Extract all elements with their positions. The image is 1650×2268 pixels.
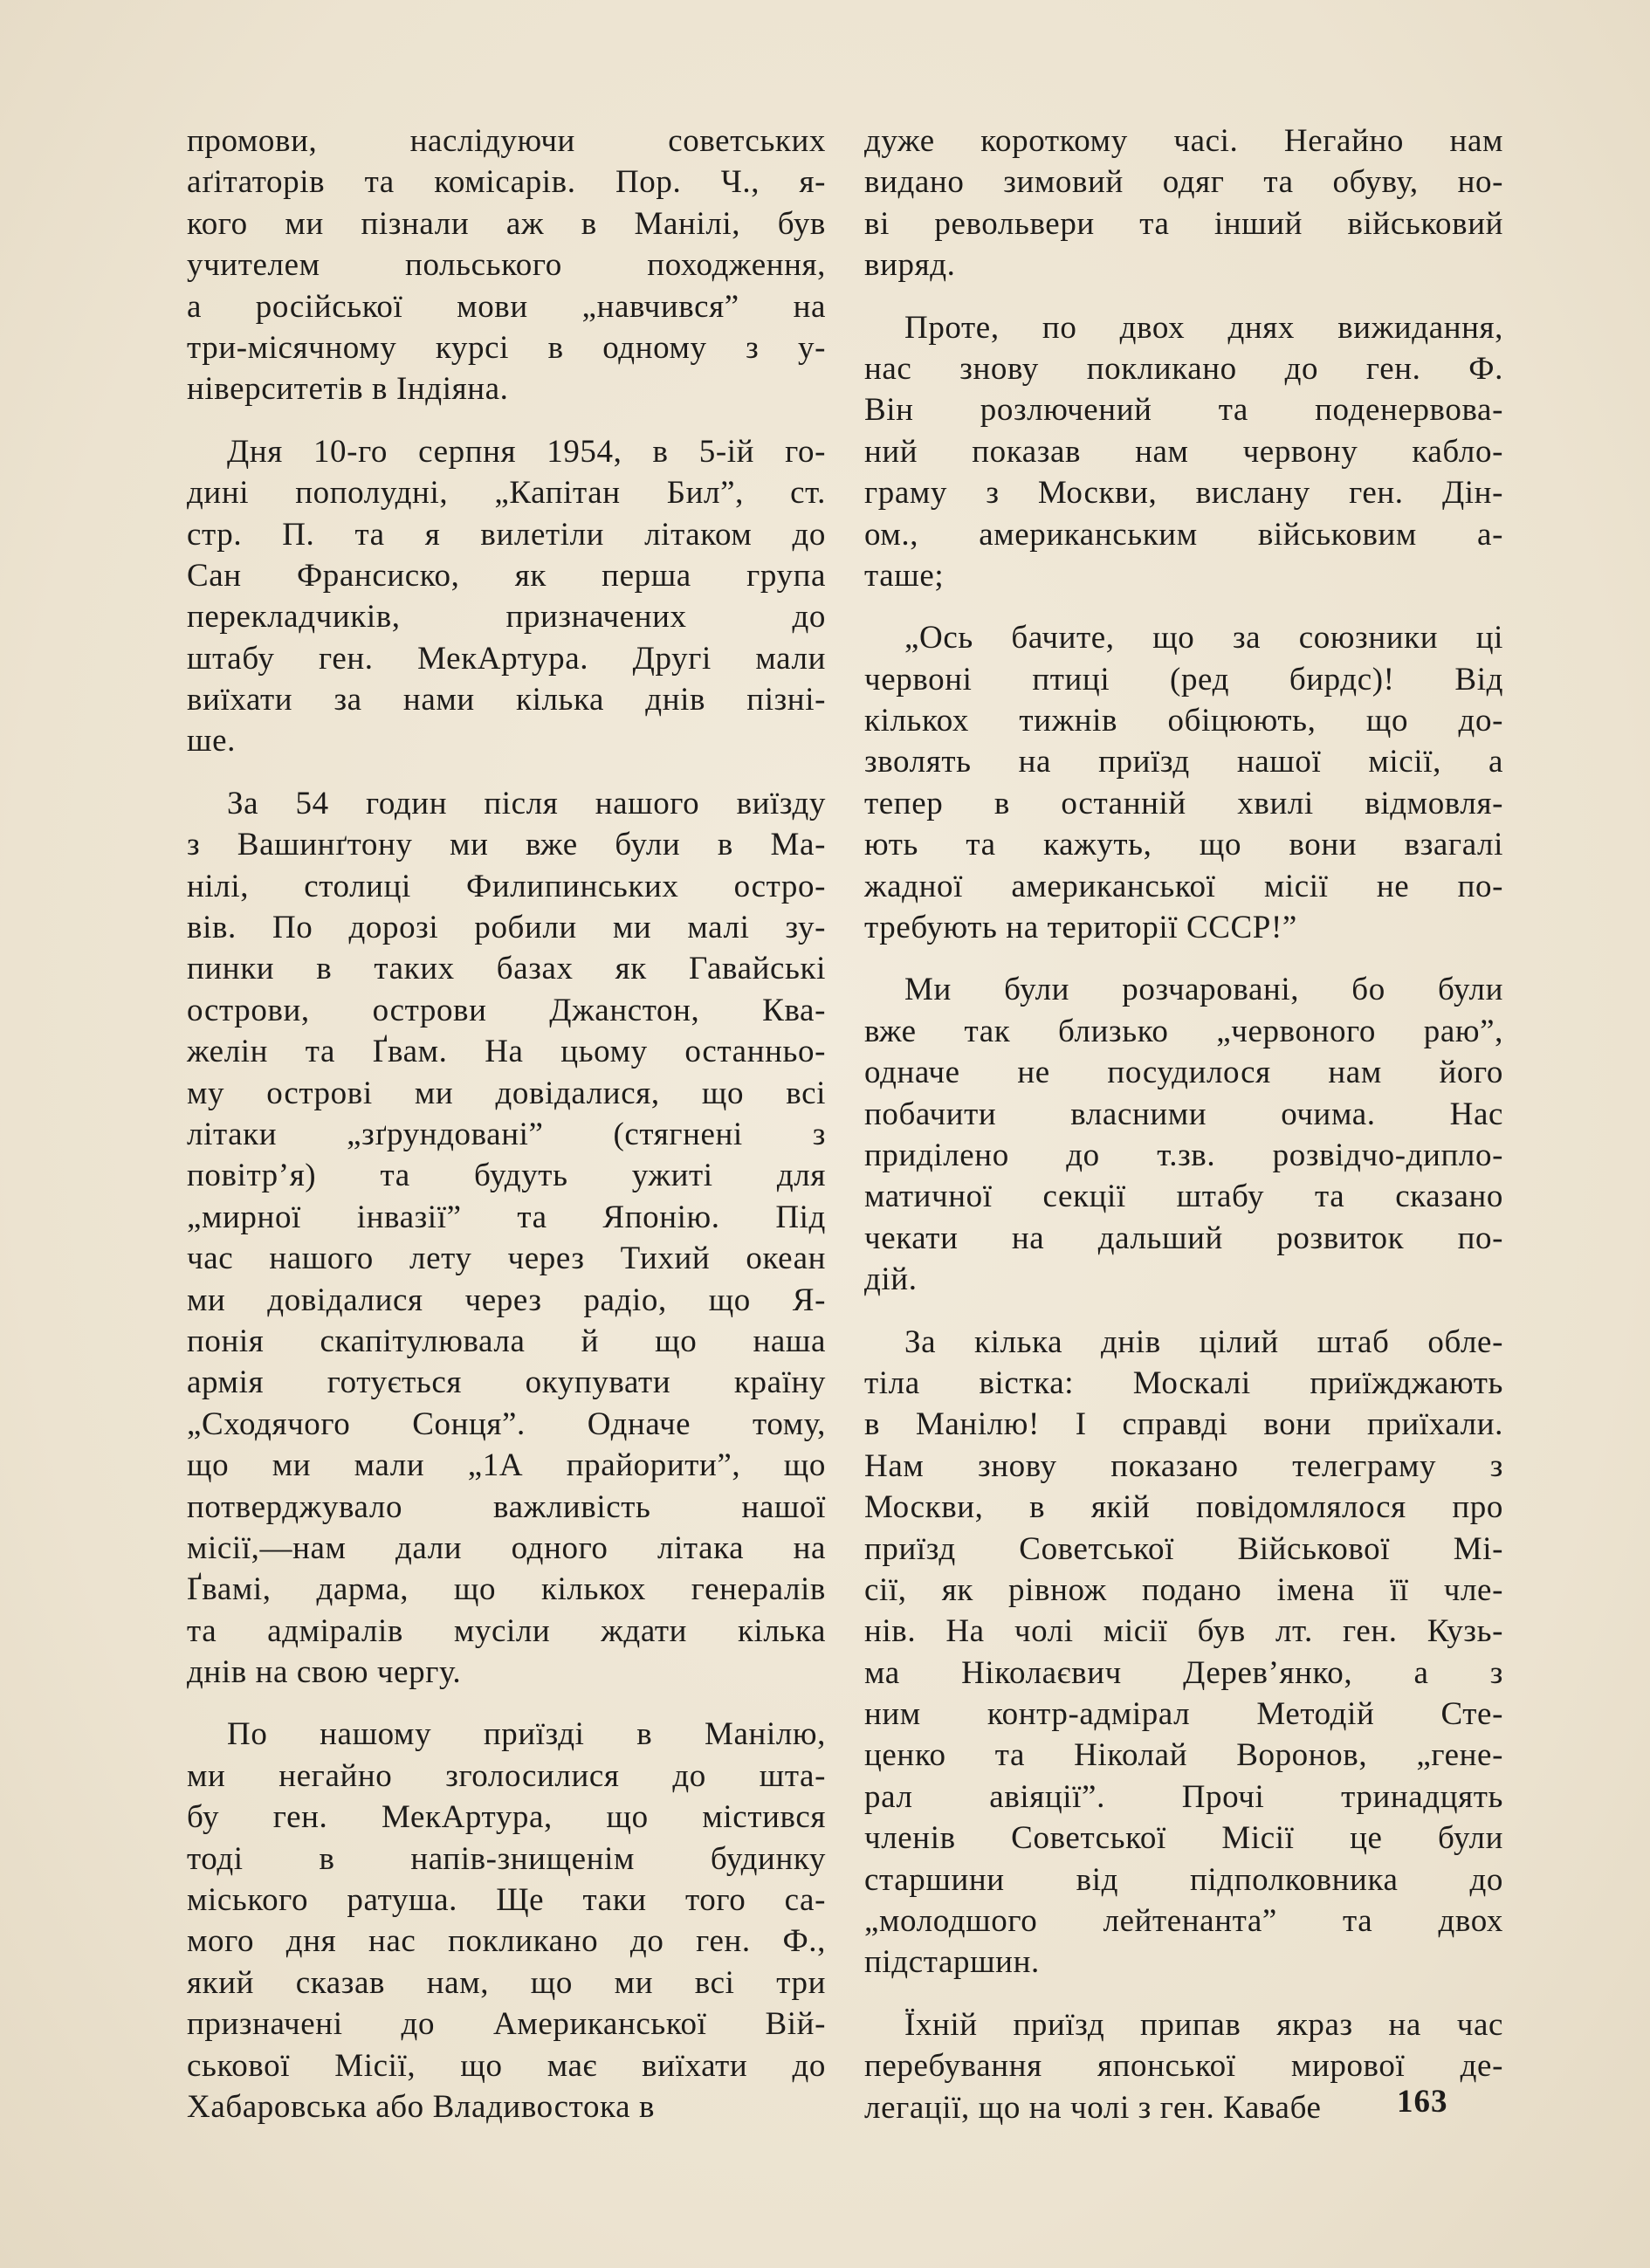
text-line: який сказав нам, що ми всі три (187, 1964, 826, 2001)
text-line: „мирної інвазії” та Японію. Під (187, 1199, 826, 1235)
text-line: перебування японської мирової де- (864, 2048, 1503, 2085)
text-line: рал авіяції”. Прочі тринадцять (864, 1778, 1503, 1815)
text-line: понія скапітулювала й що наша (187, 1323, 826, 1359)
paragraph (864, 969, 1503, 1300)
text-line: побачити власними очима. Нас (864, 1096, 1503, 1132)
text-line: ним контр-адмірал Методій Сте- (864, 1696, 1503, 1733)
text-line: тоді в напів-знищенім будинку (187, 1840, 826, 1877)
text-line: вже так близько „червоного раю”, (864, 1013, 1503, 1049)
text-line: нас знову покликано до ген. Ф. (864, 350, 1503, 387)
text-line: потверджувало важливість нашої (187, 1488, 826, 1525)
text-line: ми негайно зголосилися до шта- (187, 1757, 826, 1794)
text-line: По нашому приїзді в Манілю, (227, 1716, 826, 1753)
text-line: що ми мали „1А прайорити”, що (187, 1447, 826, 1484)
text-line: жадної американської місії не по- (864, 868, 1503, 904)
text-line: виряд. (864, 247, 956, 284)
text-line: учителем польського походження, (187, 247, 826, 284)
text-line: приїзд Советської Військової Мі- (864, 1530, 1503, 1567)
text-line: ніверситетів в Індіяна. (187, 371, 509, 408)
text-line: промови, наслідуючи советських (187, 123, 826, 159)
text-line: ми довідалися через радіо, що Я- (187, 1282, 826, 1318)
text-column-left (187, 120, 826, 2127)
text-line: „Ось бачите, що за союзники ці (904, 620, 1503, 656)
text-line: з Вашинґтону ми вже були в Ма- (187, 827, 826, 863)
text-line: ом., американським військовим а- (864, 516, 1503, 553)
text-line: літаки „зґрундовані” (стягнені з (187, 1116, 826, 1152)
text-line: кількох тижнів обіцюють, що до- (864, 703, 1503, 739)
text-line: тіла вістка: Москалі приїжджають (864, 1364, 1503, 1401)
text-line: видано зимовий одяг та обуву, но- (864, 164, 1503, 201)
text-line: ний показав нам червону каблo- (864, 433, 1503, 470)
text-line: граму з Москви, вислану ген. Дін- (864, 475, 1503, 512)
text-line: повітр’я) та будуть ужиті для (187, 1158, 826, 1194)
text-line: аґітаторів та комісарів. Пор. Ч., я- (187, 164, 826, 201)
paragraph (187, 1714, 826, 2127)
text-line: Хабаровська або Владивостока в (187, 2088, 656, 2125)
text-line: таше; (864, 557, 945, 594)
text-line: ценко та Ніколай Воронов, „гене- (864, 1737, 1503, 1774)
text-line: острови, острови Джанстон, Ква- (187, 992, 826, 1028)
text-line: вів. По дорозі робили ми малі зу- (187, 910, 826, 946)
paragraph (187, 783, 826, 1694)
text-line: міського ратуша. Ще таки того са- (187, 1882, 826, 1919)
text-line: сії, як рівнож подано імена її чле- (864, 1571, 1503, 1608)
text-line: старшини від підполковника до (864, 1861, 1503, 1898)
text-line: желін та Ґвам. На цьому останньо- (187, 1034, 826, 1070)
text-line: „молодшого лейтенанта” та двох (864, 1903, 1503, 1940)
paragraph (187, 431, 826, 762)
text-line: ськової Місії, що має виїхати до (187, 2047, 826, 2084)
text-line: дій. (864, 1261, 918, 1298)
text-line: місії,—нам дали одного літака на (187, 1529, 826, 1566)
text-line: Нам знову показано телеграму з (864, 1447, 1503, 1484)
text-line: „Сходячого Сонця”. Одначе тому, (187, 1405, 826, 1442)
paragraph (864, 307, 1503, 597)
text-line: членів Советської Місії це були (864, 1820, 1503, 1857)
text-line: дуже короткому часі. Негайно нам (864, 123, 1503, 159)
text-line: та адміралів мусіли ждати кілька (187, 1612, 826, 1649)
paragraph (864, 617, 1503, 948)
text-line: дині пополудні, „Капітан Бил”, ст. (187, 475, 826, 512)
text-line: бу ген. МекАртура, що містився (187, 1799, 826, 1836)
text-line: нів. На чолі місії був лт. ген. Кузь- (864, 1613, 1503, 1650)
text-line: Він розлючений та поденервова- (864, 392, 1503, 429)
text-line: тепер в останній хвилі відмовля- (864, 785, 1503, 821)
text-line: Їхній приїзд припав якраз на час (904, 2006, 1503, 2043)
text-line: Дня 10-го серпня 1954, в 5-ій го- (227, 433, 826, 470)
text-line: приділено до т.зв. розвідчо-дипло- (864, 1137, 1503, 1173)
text-line: армія готується окупувати країну (187, 1364, 826, 1401)
paragraph (864, 1322, 1503, 1983)
text-line: Проте, по двох днях вижидання, (904, 309, 1503, 346)
text-line: Сан Франсиско, як перша група (187, 557, 826, 594)
text-line: днів на свою чергу. (187, 1654, 462, 1691)
text-line: чекати на дальший розвиток по- (864, 1220, 1503, 1256)
page-number: 163 (1397, 2084, 1448, 2120)
text-line: Ґвамі, дарма, що кількох генералів (187, 1571, 826, 1608)
text-line: штабу ген. МекАртура. Другі мали (187, 640, 826, 677)
text-line: час нашого лету через Тихий океан (187, 1241, 826, 1277)
text-line: виїхати за нами кілька днів пізні- (187, 682, 826, 718)
text-line: призначені до Американської Вій- (187, 2006, 826, 2043)
paragraph (187, 120, 826, 410)
text-line: ві револьвери та інший військовий (864, 205, 1503, 242)
text-line: кого ми пізнали аж в Манілі, був (187, 205, 826, 242)
text-line: три-місячному курсі в одному з у- (187, 329, 826, 366)
text-line: ма Ніколаєвич Дерев’янко, а з (864, 1654, 1503, 1691)
text-line: Ми були розчаровані, бо були (904, 972, 1503, 1008)
text-column-right (864, 120, 1503, 2128)
text-line: ше. (187, 723, 236, 759)
text-line: За кілька днів цілий штаб обле- (904, 1323, 1503, 1360)
text-line: мого дня нас покликано до ген. Ф., (187, 1923, 826, 1960)
text-line: червоні птиці (ред бирдс)! Від (864, 661, 1503, 698)
paragraph (864, 120, 1503, 286)
text-line: стр. П. та я вилетіли літаком до (187, 516, 826, 553)
text-line: За 54 годин після нашого виїзду (227, 785, 826, 821)
text-line: Москви, в якій повідомлялося про (864, 1489, 1503, 1526)
text-line: ють та кажуть, що вони взагалі (864, 827, 1503, 863)
text-line: перекладчиків, призначених до (187, 599, 826, 636)
text-line: му острові ми довідалися, що всі (187, 1075, 826, 1111)
text-line: в Манілю! І справді вони приїхали. (864, 1406, 1503, 1443)
text-line: требують на території СССР!” (864, 910, 1297, 946)
text-line: а російської мови „навчився” на (187, 288, 826, 325)
text-line: матичної секції штабу та сказано (864, 1179, 1503, 1215)
text-line: нілі, столиці Филипинських остро- (187, 868, 826, 904)
text-line: зволять на приїзд нашої місії, а (864, 744, 1503, 780)
text-line: легації, що на чолі з ген. Кавабе (864, 2089, 1322, 2126)
text-line: підстаршин. (864, 1944, 1040, 1981)
text-line: пинки в таких базах як Гавайські (187, 951, 826, 987)
text-line: одначе не посудилося нам його (864, 1055, 1503, 1091)
